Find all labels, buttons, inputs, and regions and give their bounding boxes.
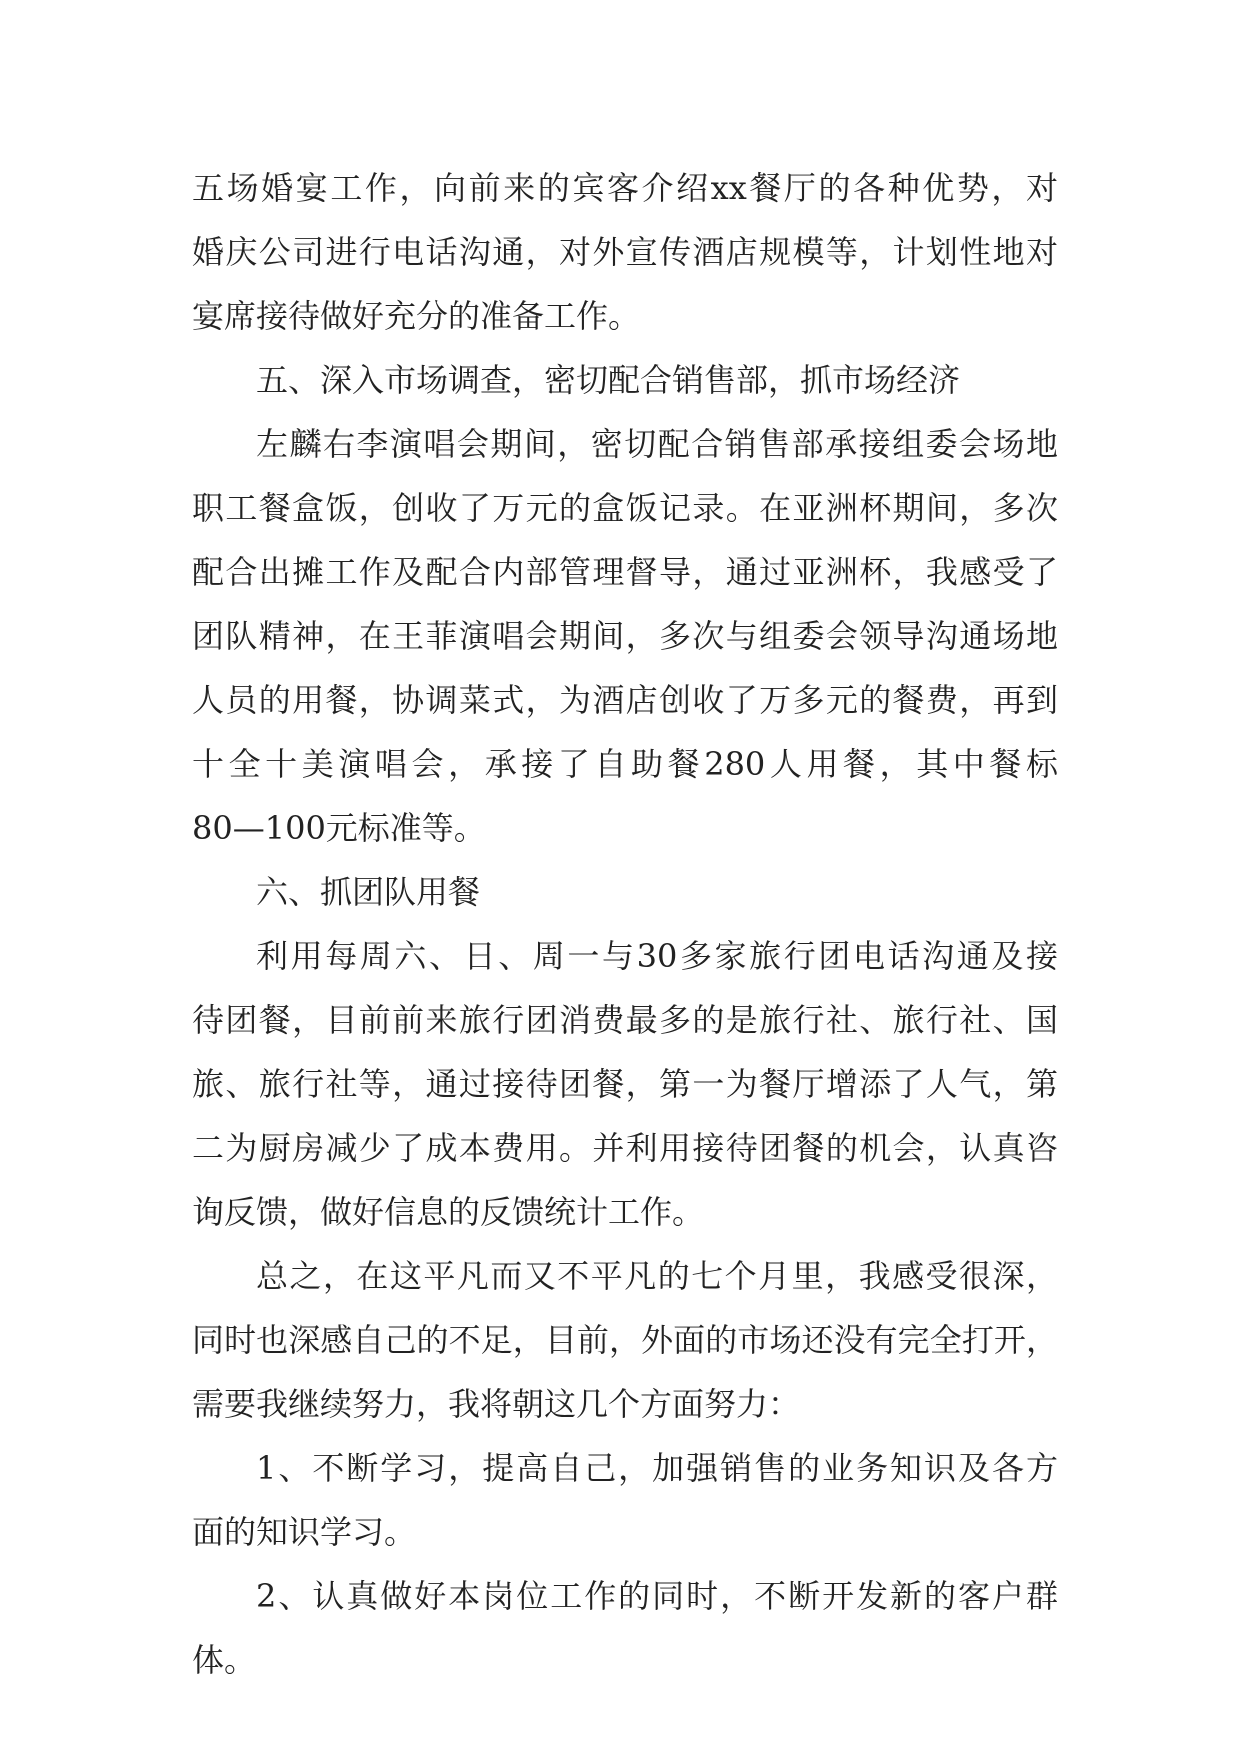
text-line: 团队精神，在王菲演唱会期间，多次与组委会领导沟通场地 [192, 617, 1058, 655]
text-line: 婚庆公司进行电话沟通，对外宣传酒店规模等，计划性地对 [192, 233, 1058, 271]
text-line: 利用每周六、日、周一与30多家旅行团电话沟通及接 [256, 937, 1058, 975]
section-heading: 六、抓团队用餐 [256, 873, 481, 911]
list-item: 2、认真做好本岗位工作的同时，不断开发新的客户群 [256, 1577, 1058, 1615]
text-line: 宴席接待做好充分的准备工作。 [192, 297, 641, 335]
text-line: 二为厨房减少了成本费用。并利用接待团餐的机会，认真咨 [192, 1129, 1058, 1167]
text-line: 80—100元标准等。 [192, 809, 486, 847]
text-line: 面的知识学习。 [192, 1513, 417, 1551]
text-line: 五场婚宴工作，向前来的宾客介绍xx餐厅的各种优势，对 [192, 169, 1058, 207]
text-line: 职工餐盒饭，创收了万元的盒饭记录。在亚洲杯期间，多次 [192, 489, 1058, 527]
text-line: 人员的用餐，协调菜式，为酒店创收了万多元的餐费，再到 [192, 681, 1058, 719]
text-line: 同时也深感自己的不足，目前，外面的市场还没有完全打开， [192, 1321, 1058, 1359]
list-item: 1、不断学习，提高自己，加强销售的业务知识及各方 [256, 1449, 1058, 1487]
text-line: 待团餐，目前前来旅行团消费最多的是旅行社、旅行社、国 [192, 1001, 1058, 1039]
text-line: 十全十美演唱会，承接了自助餐280人用餐，其中餐标 [192, 745, 1058, 783]
text-line: 配合出摊工作及配合内部管理督导，通过亚洲杯，我感受了 [192, 553, 1058, 591]
document-body [192, 156, 1058, 1692]
text-line: 总之，在这平凡而又不平凡的七个月里，我感受很深， [256, 1257, 1058, 1295]
text-line: 体。 [192, 1641, 257, 1679]
text-line: 旅、旅行社等，通过接待团餐，第一为餐厅增添了人气，第 [192, 1065, 1058, 1103]
text-line: 询反馈，做好信息的反馈统计工作。 [192, 1193, 705, 1231]
text-line: 左麟右李演唱会期间，密切配合销售部承接组委会场地 [256, 425, 1058, 463]
section-heading: 五、深入市场调查，密切配合销售部，抓市场经济 [256, 361, 961, 399]
text-line: 需要我继续努力，我将朝这几个方面努力： [192, 1385, 801, 1423]
